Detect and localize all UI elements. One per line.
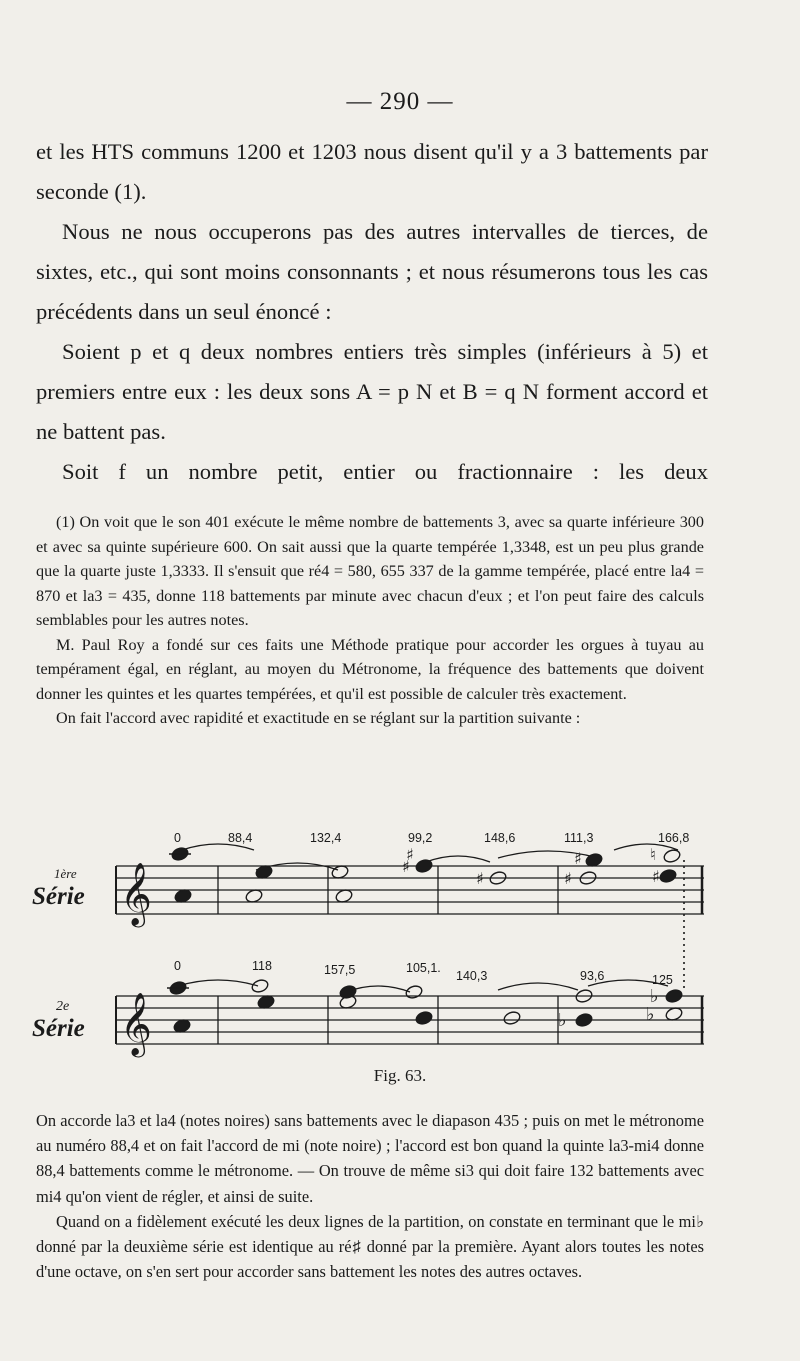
svg-text:♮: ♮ [650, 845, 656, 864]
series-1-number: 166,8 [658, 831, 690, 845]
paragraph-3: Soient p et q deux nombres entiers très simples (inférieurs à 5) et premiers entre eux : les deux sons A = p N et B = q N forment accord et ne battent pas. [36, 339, 708, 444]
paragraph-4: Soit f un nombre petit, entier ou fractionnaire : les deux [62, 459, 708, 484]
svg-text:♭: ♭ [650, 986, 659, 1007]
svg-text:♭: ♭ [646, 1004, 655, 1025]
svg-text:♭: ♭ [558, 1010, 567, 1031]
svg-text:♯: ♯ [402, 857, 410, 876]
series-1-number: 132,4 [310, 831, 342, 845]
series-2-number: 118 [252, 959, 272, 973]
svg-text:♯: ♯ [564, 869, 572, 888]
series-1-number: 0 [174, 831, 181, 845]
series-1-label: Série [32, 883, 85, 910]
series-2-label-top: 2e [56, 999, 70, 1014]
footnote-paragraph-2: M. Paul Roy a fondé sur ces faits une Méthode pratique pour accorder les orgues à tuyau au tempérament égal, en réglant, au moyen du Métronome, la fréquence des battements que doivent donner les quintes et les quartes tempérées, et qu'il est possible de calculer très exactement. [36, 635, 704, 703]
svg-text:♯: ♯ [652, 867, 660, 886]
series-1-number: 88,4 [228, 831, 253, 845]
bottom-paragraph-1: On accorde la3 et la4 (notes noires) sans battements avec le diapason 435 ; puis on met le métronome au numéro 88,4 et on fait l'accord de mi (note noire) ; l'accord est bon quand la quinte la3-mi4 donne 88,4 battements comme le métronome. — On trouve de même si3 qui doit faire 132 battements avec mi4 qu'on vient de régler, et ainsi de suite. [36, 1111, 704, 1206]
bottom-text [36, 1108, 704, 1284]
series-2-number: 93,6 [580, 969, 605, 983]
paragraph-1: et les HTS communs 1200 et 1203 nous disent qu'il y a 3 battements par seconde (1). [36, 139, 708, 204]
series-1-number: 99,2 [408, 831, 433, 845]
footnote-paragraph-1: (1) On voit que le son 401 exécute le même nombre de battements 3, avec sa quarte inférieure 300 et avec sa quinte supérieure 600. On sait aussi que la quarte tempérée 1,3348, est un peu plus grande que la quarte juste 1,3333. Il s'ensuit que ré4 = 580, 655 337 de la gamme tempérée, placé entre la4 = 870 et la3 = 435, donne 118 battements par minute avec chacun d'eux ; et l'on peut faire des calculs semblables pour les autres notes. [36, 513, 704, 629]
svg-text:𝄞: 𝄞 [120, 862, 152, 925]
svg-text:♯: ♯ [406, 845, 414, 864]
main-text [36, 132, 708, 492]
series-2-label: Série [32, 1015, 85, 1042]
series-2-number: 140,3 [456, 969, 488, 983]
series-2-number: 0 [174, 959, 181, 973]
series-1-number: 148,6 [484, 831, 516, 845]
footnote [36, 510, 704, 731]
series-2-number: 157,5 [324, 963, 356, 977]
bottom-paragraph-2: Quand on a fidèlement exécuté les deux lignes de la partition, on constate en terminant que le mi♭ donné par la deuxième série est identique au ré♯ donné par la première. Ayant alors toutes les notes d'une octave, on s'en sert pour accorder sans battement les notes des autres octaves. [36, 1211, 704, 1282]
paragraph-2: Nous ne nous occuperons pas des autres intervalles de tierces, de sixtes, etc., qui sont moins consonnants ; et nous résumerons tous les cas précédents dans un seul énoncé : [36, 219, 708, 324]
series-1-label-top: 1ère [54, 866, 77, 881]
series-1-number: 111,3 [564, 831, 594, 845]
series-2-number: 105,1. [406, 961, 441, 975]
series-2-number: 125 [652, 973, 673, 987]
page-number: — 290 — [346, 88, 454, 115]
figure-caption: Fig. 63. [373, 1066, 427, 1085]
footnote-paragraph-3: On fait l'accord avec rapidité et exactitude en se réglant sur la partition suivante : [56, 709, 581, 727]
music-score-figure [28, 820, 718, 1070]
svg-text:♯: ♯ [574, 849, 582, 868]
svg-text:𝄞: 𝄞 [120, 992, 152, 1055]
svg-text:♯: ♯ [476, 869, 484, 888]
